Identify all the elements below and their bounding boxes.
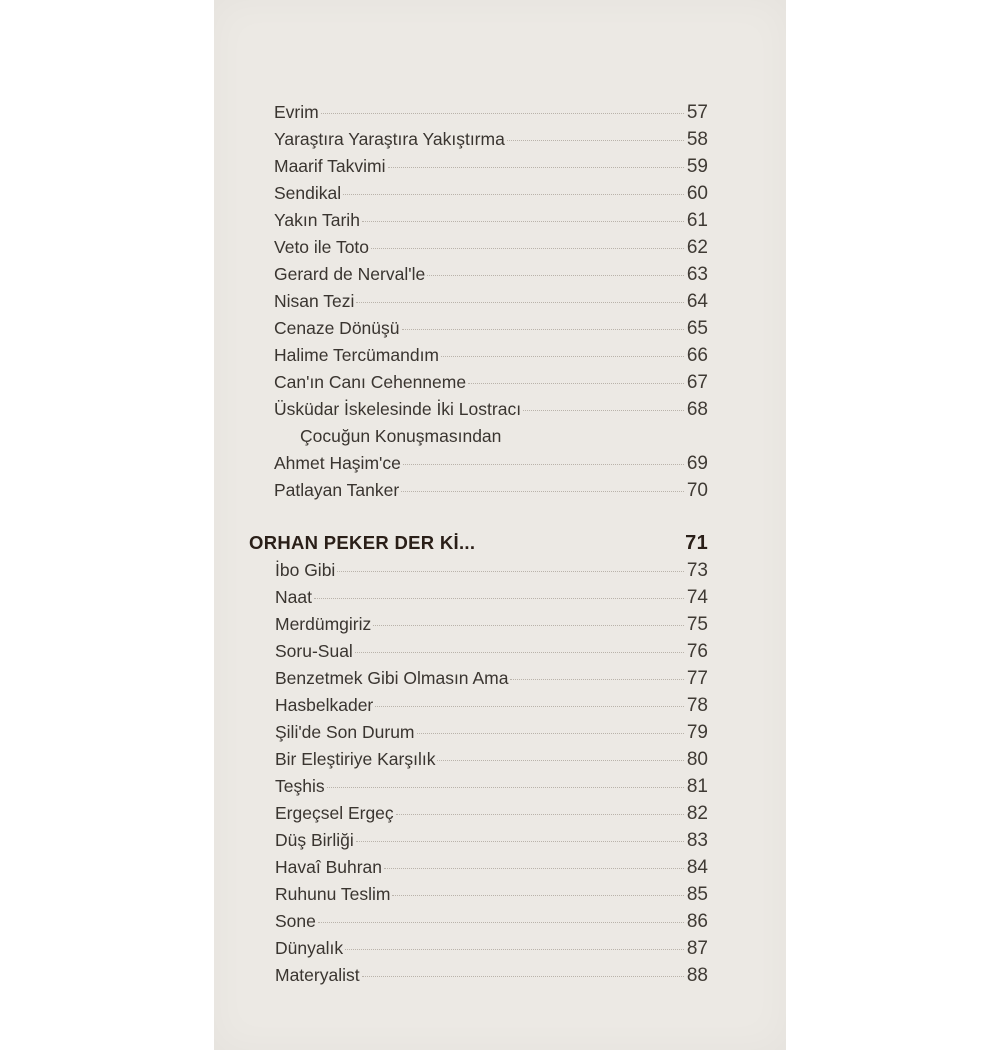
toc-entry bbox=[274, 234, 708, 260]
dot-leader bbox=[373, 625, 684, 626]
toc-entry-title: Ergeçsel Ergeç bbox=[275, 803, 394, 823]
toc-entry-title: Düş Birliği bbox=[275, 830, 354, 850]
toc-entry-page: 80 bbox=[686, 749, 708, 770]
toc-entry-page: 58 bbox=[686, 129, 708, 150]
toc-entry-continuation: Çocuğun Konuşmasından bbox=[300, 426, 502, 446]
dot-leader bbox=[355, 652, 684, 653]
dot-leader bbox=[507, 140, 684, 141]
section-heading bbox=[249, 529, 708, 557]
book-page bbox=[214, 0, 786, 1050]
toc-entry-page: 60 bbox=[686, 183, 708, 204]
toc-entry-title: Benzetmek Gibi Olmasın Ama bbox=[275, 668, 509, 688]
toc-entry-page: 83 bbox=[686, 830, 708, 851]
toc-entry bbox=[275, 638, 708, 664]
toc-entry bbox=[275, 611, 708, 637]
toc-entry-title: Dünyalık bbox=[275, 938, 344, 958]
dot-leader bbox=[402, 329, 684, 330]
toc-entry bbox=[274, 126, 708, 152]
toc-entry-page: 59 bbox=[686, 156, 708, 177]
table-of-contents bbox=[214, 0, 786, 1050]
toc-entry-title: Ahmet Haşim'ce bbox=[274, 453, 401, 473]
toc-entry bbox=[275, 881, 708, 907]
toc-entry-page: 57 bbox=[686, 102, 708, 123]
dot-leader bbox=[375, 706, 684, 707]
toc-entry-title: Nisan Tezi bbox=[274, 291, 355, 311]
dot-leader bbox=[343, 194, 684, 195]
toc-entry bbox=[274, 99, 708, 125]
toc-entry bbox=[275, 854, 708, 880]
toc-entry-title: Yakın Tarih bbox=[274, 210, 360, 230]
toc-entry-title: Materyalist bbox=[275, 965, 360, 985]
toc-entry bbox=[275, 746, 708, 772]
dot-leader bbox=[427, 275, 684, 276]
toc-entry-page: 68 bbox=[686, 399, 708, 420]
toc-entry-title: Soru-Sual bbox=[275, 641, 353, 661]
toc-entry bbox=[275, 962, 708, 988]
toc-entry-page: 62 bbox=[686, 237, 708, 258]
toc-entry-page: 64 bbox=[686, 291, 708, 312]
toc-entry-title: Merdümgiriz bbox=[275, 614, 372, 634]
dot-leader bbox=[384, 868, 684, 869]
toc-entry bbox=[275, 827, 708, 853]
toc-entry-title: İbo Gibi bbox=[275, 560, 336, 580]
toc-entry-page: 85 bbox=[686, 884, 708, 905]
toc-entry-title: Halime Tercümandım bbox=[274, 345, 440, 365]
toc-entry bbox=[275, 773, 708, 799]
dot-leader bbox=[356, 841, 684, 842]
toc-entry-page: 70 bbox=[686, 480, 708, 501]
toc-entry-page: 65 bbox=[686, 318, 708, 339]
toc-entry-title: Sone bbox=[275, 911, 316, 931]
toc-entry-page: 69 bbox=[686, 453, 708, 474]
toc-entry-title: Gerard de Nerval'le bbox=[274, 264, 426, 284]
toc-entry-title: Can'ın Canı Cehenneme bbox=[274, 372, 467, 392]
toc-entry-title: Naat bbox=[275, 587, 312, 607]
dot-leader bbox=[396, 814, 684, 815]
dot-leader bbox=[468, 383, 684, 384]
dot-leader bbox=[327, 787, 684, 788]
toc-entry-page: 61 bbox=[686, 210, 708, 231]
toc-entry-page: 79 bbox=[686, 722, 708, 743]
toc-entry-title: Maarif Takvimi bbox=[274, 156, 386, 176]
toc-entry-title: Üsküdar İskelesinde İki Lostracı bbox=[274, 399, 522, 419]
dot-leader bbox=[441, 356, 684, 357]
toc-entry-page: 81 bbox=[686, 776, 708, 797]
toc-entry-page: 87 bbox=[686, 938, 708, 959]
section-heading-title: ORHAN PEKER DER Kİ... bbox=[249, 532, 476, 553]
dot-leader bbox=[371, 248, 684, 249]
toc-entry bbox=[275, 665, 708, 691]
toc-entry bbox=[275, 719, 708, 745]
toc-entry-page: 77 bbox=[686, 668, 708, 689]
toc-entry-title: Sendikal bbox=[274, 183, 342, 203]
toc-entry-page: 78 bbox=[686, 695, 708, 716]
dot-leader bbox=[356, 302, 683, 303]
toc-entry-title: Hasbelkader bbox=[275, 695, 374, 715]
toc-entry bbox=[274, 477, 708, 503]
toc-entry bbox=[275, 557, 708, 583]
toc-entry-title: Ruhunu Teslim bbox=[275, 884, 391, 904]
toc-entry-page: 63 bbox=[686, 264, 708, 285]
toc-entry-title: Veto ile Toto bbox=[274, 237, 370, 257]
toc-entry-title: Havaî Buhran bbox=[275, 857, 383, 877]
toc-entry bbox=[275, 800, 708, 826]
toc-entry-title: Cenaze Dönüşü bbox=[274, 318, 400, 338]
toc-entry bbox=[274, 450, 708, 476]
toc-entry bbox=[274, 261, 708, 287]
dot-leader bbox=[417, 733, 684, 734]
toc-entry-page: 66 bbox=[686, 345, 708, 366]
toc-entry-title: Patlayan Tanker bbox=[274, 480, 400, 500]
toc-entry bbox=[274, 342, 708, 368]
dot-leader bbox=[523, 410, 684, 411]
dot-leader bbox=[362, 976, 684, 977]
dot-leader bbox=[337, 571, 684, 572]
toc-entry-page: 75 bbox=[686, 614, 708, 635]
toc-entry bbox=[275, 908, 708, 934]
dot-leader bbox=[345, 949, 684, 950]
toc-entry-page: 88 bbox=[686, 965, 708, 986]
toc-entry bbox=[274, 153, 708, 179]
toc-entry-title: Şili'de Son Durum bbox=[275, 722, 415, 742]
toc-entry-title: Evrim bbox=[274, 102, 319, 122]
dot-leader bbox=[321, 113, 684, 114]
dot-leader bbox=[510, 679, 683, 680]
toc-entry bbox=[275, 584, 708, 610]
toc-entry-page: 76 bbox=[686, 641, 708, 662]
section-heading-page: 71 bbox=[685, 532, 708, 554]
toc-entry bbox=[274, 180, 708, 206]
toc-entry-page: 73 bbox=[686, 560, 708, 581]
dot-leader bbox=[403, 464, 684, 465]
toc-entry bbox=[274, 288, 708, 314]
toc-entry-page: 67 bbox=[686, 372, 708, 393]
toc-entry bbox=[274, 369, 708, 395]
dot-leader bbox=[437, 760, 683, 761]
dot-leader bbox=[314, 598, 684, 599]
toc-entry-page: 82 bbox=[686, 803, 708, 824]
toc-entry bbox=[274, 315, 708, 341]
toc-entry bbox=[274, 396, 708, 422]
toc-entry-page: 86 bbox=[686, 911, 708, 932]
toc-entry-title: Bir Eleştiriye Karşılık bbox=[275, 749, 436, 769]
dot-leader bbox=[401, 491, 684, 492]
dot-leader bbox=[318, 922, 684, 923]
toc-entry bbox=[275, 935, 708, 961]
toc-entry-page: 74 bbox=[686, 587, 708, 608]
toc-entry-page: 84 bbox=[686, 857, 708, 878]
toc-entry bbox=[275, 692, 708, 718]
toc-entry-title: Teşhis bbox=[275, 776, 325, 796]
dot-leader bbox=[392, 895, 683, 896]
toc-entry-title: Yaraştıra Yaraştıra Yakıştırma bbox=[274, 129, 505, 149]
toc-entry bbox=[274, 207, 708, 233]
dot-leader bbox=[388, 167, 684, 168]
dot-leader bbox=[362, 221, 684, 222]
